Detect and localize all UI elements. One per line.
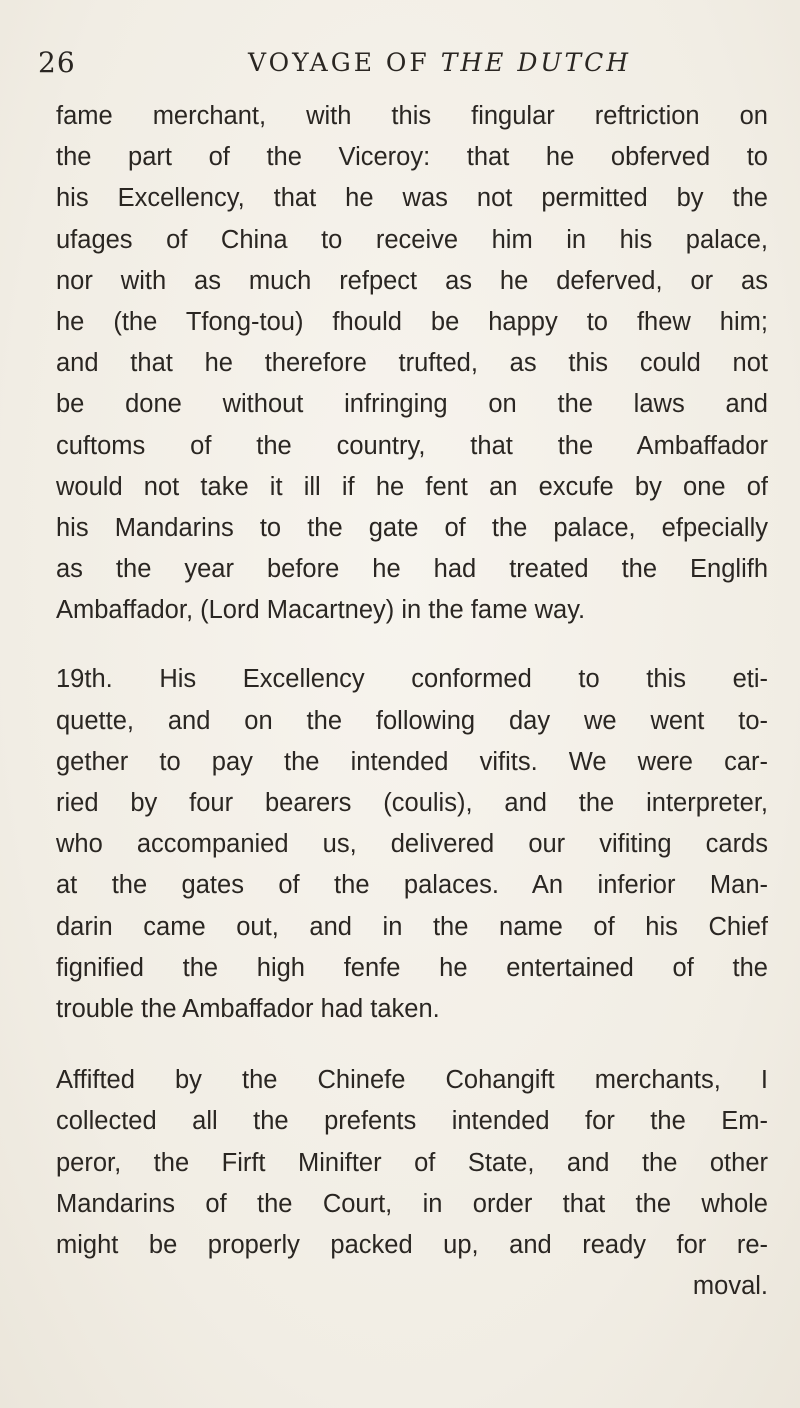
text-line: his Excellency, that he was not permitted by the — [56, 184, 768, 213]
paragraph-1 — [56, 96, 768, 631]
text-line: fignified the high fenfe he entertained of the — [56, 953, 768, 982]
text-line: Affifted by the Chinefe Cohangift merchants, I — [56, 1066, 768, 1095]
text-line: ried by four bearers (coulis), and the interpreter, — [56, 789, 768, 817]
page-number: 26 — [38, 46, 76, 79]
text-line: 19th. His Excellency conformed to this eti- — [56, 665, 768, 694]
text-line: cuftoms of the country, that the Ambaffador — [56, 431, 768, 460]
text-line: darin came out, and in the name of his Chief — [56, 912, 768, 941]
text-line: gether to pay the intended vifits. We were car- — [56, 747, 768, 776]
text-line: he (the Tfong-tou) fhould be happy to fhew him; — [56, 307, 768, 336]
running-title-roman: VOYAGE OF — [248, 48, 430, 77]
text-line: his Mandarins to the gate of the palace, efpecially — [56, 513, 768, 542]
text-line: might be properly packed up, and ready for re- — [56, 1230, 768, 1259]
running-title — [248, 48, 631, 77]
text-line: as the year before he had treated the Englifh — [56, 555, 768, 584]
text-line: quette, and on the following day we went to- — [56, 706, 768, 735]
text-line: the part of the Viceroy: that he obferved to — [56, 143, 768, 172]
paragraph-2 — [56, 659, 768, 1030]
text-line: who accompanied us, delivered our vifiting cards — [56, 830, 768, 859]
paragraph-3 — [56, 1060, 768, 1307]
text-line: peror, the Firft Minifter of State, and the other — [56, 1148, 768, 1177]
paragraph-gap — [56, 1030, 768, 1060]
text-line: trouble the Ambaffador had taken. — [56, 994, 440, 1023]
text-line: be done without infringing on the laws and — [56, 390, 768, 419]
text-line: moval. — [692, 1272, 768, 1301]
text-line: at the gates of the palaces. An inferior Man- — [56, 871, 768, 900]
paragraph-gap — [56, 631, 768, 659]
text-line: Mandarins of the Court, in order that the whole — [56, 1189, 768, 1218]
body-text — [56, 96, 768, 1307]
text-line: Ambaffador, (Lord Macartney) in the fame way. — [56, 596, 586, 625]
running-title-italic: THE DUTCH — [440, 48, 632, 77]
text-line: ufages of China to receive him in his palace, — [56, 225, 768, 254]
running-head — [38, 46, 768, 86]
text-line: and that he therefore trufted, as this could not — [56, 349, 768, 378]
text-line: would not take it ill if he fent an excufe by one of — [56, 472, 768, 501]
text-line: nor with as much refpect as he deferved, or as — [56, 266, 768, 295]
text-line: collected all the prefents intended for the Em- — [56, 1107, 768, 1136]
text-line: fame merchant, with this fingular reftriction on — [56, 102, 768, 130]
